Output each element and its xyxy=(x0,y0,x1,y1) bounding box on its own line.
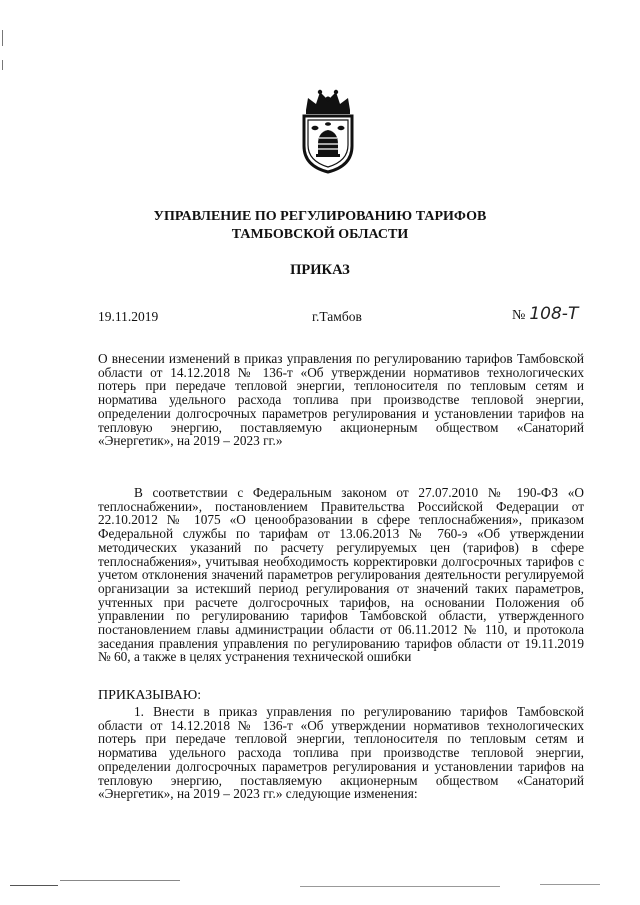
document-city: г.Тамбов xyxy=(312,309,362,324)
document-number xyxy=(512,304,578,324)
tambov-coat-of-arms-icon xyxy=(298,88,358,174)
order-word: ПРИКАЗЫВАЮ: xyxy=(98,688,202,703)
organization-name-line1: УПРАВЛЕНИЕ ПО РЕГУЛИРОВАНИЮ ТАРИФОВ xyxy=(153,209,487,224)
document-subject: О внесении изменений в приказ управления по регулированию тарифов Тамбовской области от 14.12.2018 № 136-т «Об утверждении нормативов технологических потерь при передаче тепловой энергии, теплоносителя по тепловым сетям и норматива удельного расхода топлива при производстве тепловой энергии, определении долгосрочных параметров регулирования и установлении тарифов на тепловую энергию, поставляемую акционерным обществом «Санаторий «Энергетик», на 2019 – 2023 гг.» xyxy=(98,351,584,449)
scan-artifact-line xyxy=(540,884,600,885)
organization-name-line2: ТАМБОВСКОЙ ОБЛАСТИ xyxy=(231,227,409,242)
scan-artifact-line xyxy=(10,885,58,886)
document-date: 19.11.2019 xyxy=(98,309,159,324)
scan-margin-mark xyxy=(2,30,3,46)
scan-artifact-line xyxy=(60,880,180,881)
document-type-title: ПРИКАЗ xyxy=(290,262,350,278)
order-item-1: 1. Внести в приказ управления по регулированию тарифов Тамбовской области от 14.12.2018 № 136-т «Об утверждении нормативов технологических потерь при передаче тепловой энергии, теплоносителя по тепловым сетям и норматива удельного расхода топлива при производстве тепловой энергии, определении долгосрочных параметров регулирования и установлении тарифов на тепловую энергию, поставляемую акционерным обществом «Санаторий «Энергетик», на 2019 – 2023 гг.» следующие изменения: xyxy=(98,704,584,802)
handwritten-number: 108-Т xyxy=(529,304,579,324)
scan-artifact-line xyxy=(300,886,500,887)
number-sign: № xyxy=(512,308,526,323)
scan-margin-mark xyxy=(2,60,3,70)
preamble-paragraph: В соответствии с Федеральным законом от 27.07.2010 № 190-ФЗ «О теплоснабжении», постановлением Правительства Российской Федерации от 22.10.2012 № 1075 «О ценообразовании в сфере теплоснабжения», приказом Федеральной службы по тарифам от 13.06.2013 № 760-э «Об утверждении методических указаний по расчету регулируемых цен (тарифов) в сфере теплоснабжения», учитывая необходимость корректировки долгосрочных тарифов с учетом отклонения значений параметров регулирования деятельности регулируемой организации за истекший период регулирования от значений таких параметров, учтенных при расчете долгосрочных тарифов, на основании Положения об управлении по регулированию тарифов Тамбовской области, утвержденного постановлением главы администрации области от 06.11.2012 № 110, и протокола заседания правления управления по регулированию тарифов области от 19.11.2019 № 60, а также в целях устранения технической ошибки xyxy=(98,485,584,665)
